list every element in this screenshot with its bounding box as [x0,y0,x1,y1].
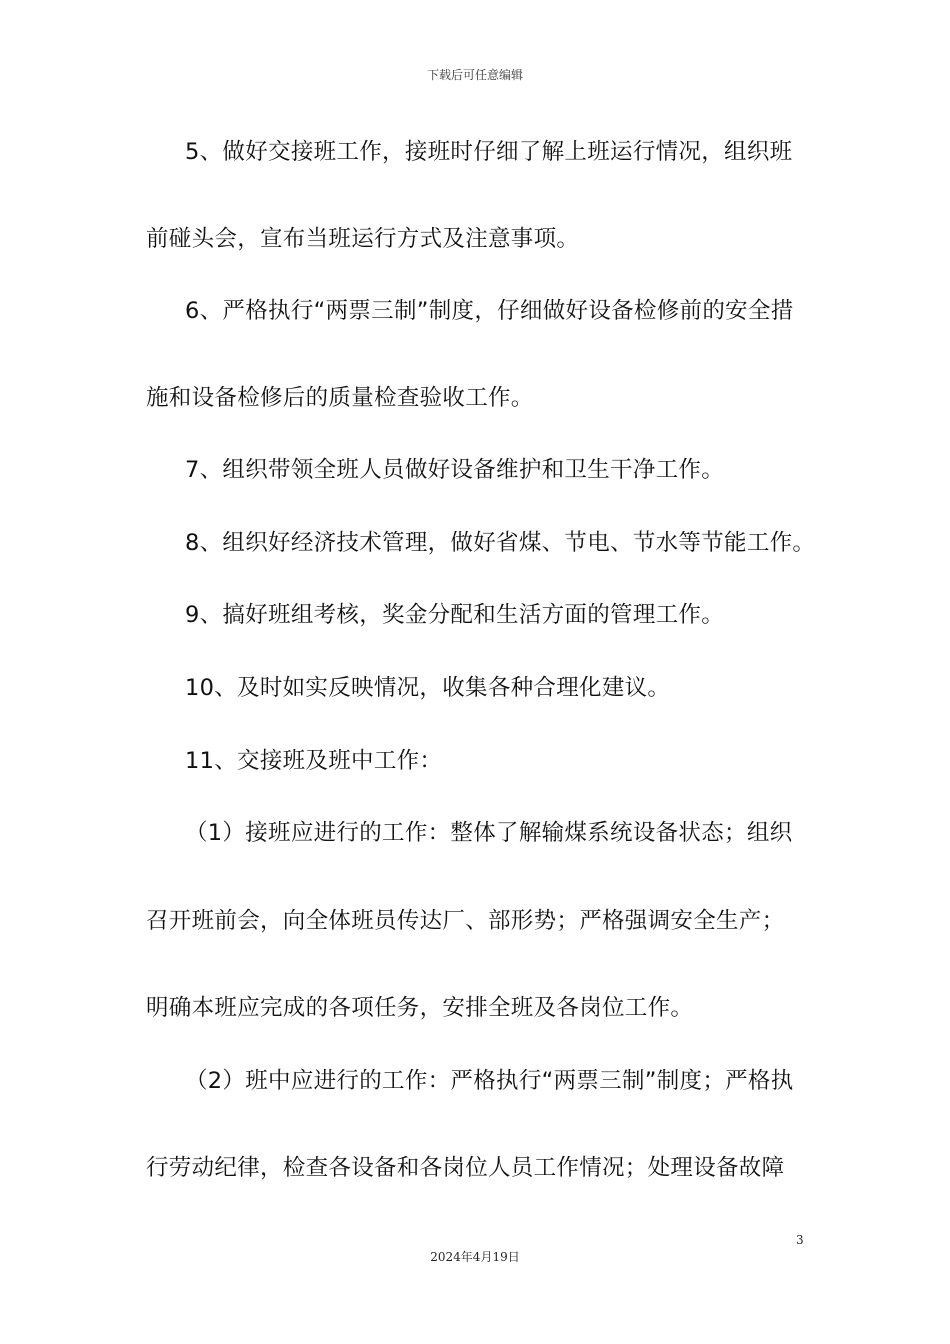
paragraph-line: 5、做好交接班工作，接班时仔细了解上班运行情况，组织班 [185,139,793,165]
paragraph-line: 9、搞好班组考核，奖金分配和生活方面的管理工作。 [185,602,725,628]
paragraph-line: 施和设备检修后的质量检查验收工作。 [146,385,534,411]
paragraph-line: （2）班中应进行的工作：严格执行“两票三制”制度；严格执 [185,1068,794,1094]
paragraph-line: 明确本班应完成的各项任务，安排全班及各岗位工作。 [146,995,694,1021]
paragraph-line: 11、交接班及班中工作： [185,748,443,774]
paragraph-line: 前碰头会，宣布当班运行方式及注意事项。 [146,226,580,252]
paragraph-line: 召开班前会，向全体班员传达厂、部形势；严格强调安全生产； [146,908,785,934]
footer-date: 2024年4月19日 [430,1250,520,1264]
page-header: 下载后可任意编辑 [426,68,523,82]
page-number: 3 [796,1233,804,1247]
paragraph-line: 10、及时如实反映情况，收集各种合理化建议。 [185,675,671,701]
paragraph-line: 6、严格执行“两票三制”制度，仔细做好设备检修前的安全措 [185,298,794,324]
paragraph-line: 8、组织好经济技术管理，做好省煤、节电、节水等节能工作。 [185,530,816,556]
paragraph-line: 7、组织带领全班人员做好设备维护和卫生干净工作。 [185,457,725,483]
paragraph-line: 行劳动纪律，检查各设备和各岗位人员工作情况；处理设备故障 [146,1155,785,1181]
paragraph-line: （1）接班应进行的工作：整体了解输煤系统设备状态；组织 [185,820,793,846]
